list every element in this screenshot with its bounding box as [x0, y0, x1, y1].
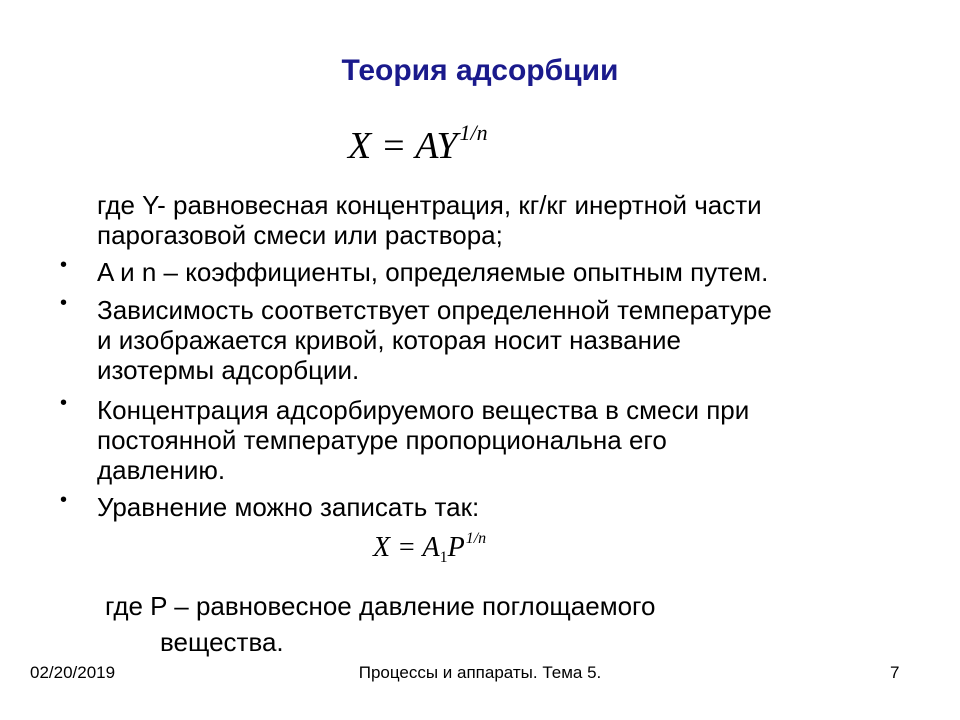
footer-title: Процессы и аппараты. Тема 5.	[358, 663, 602, 682]
slide-title: Теория адсорбции	[341, 54, 619, 87]
formula-var: P	[447, 532, 465, 563]
formula-exponent: 1/n	[459, 120, 488, 145]
intro-line-1: где Y- равновесная концентрация, кг/кг инертной части	[97, 190, 762, 220]
formula-coef: A	[422, 532, 440, 563]
bullet-3-line-1: Концентрация адсорбируемого вещества в смеси при	[97, 395, 750, 425]
bullet-4-line-1: Уравнение можно записать так:	[97, 492, 480, 522]
outro-line-2: вещества.	[160, 627, 284, 657]
formula-pressure-isotherm	[373, 532, 486, 564]
bullet-marker: •	[60, 292, 68, 314]
bullet-marker: •	[60, 254, 68, 276]
outro-line-1: где P – равновесное давление поглощаемого	[105, 591, 656, 621]
bullet-2-line-1: Зависимость соответствует определенной температуре	[97, 295, 772, 325]
formula-exponent: 1/n	[465, 530, 487, 547]
bullet-marker: •	[60, 489, 68, 511]
intro-line-2: парогазовой смеси или раствора;	[97, 220, 503, 250]
bullet-marker: •	[60, 392, 68, 414]
footer-date: 02/20/2019	[30, 663, 116, 682]
bullet-2-line-3: изотермы адсорбции.	[97, 355, 360, 385]
formula-var: Y	[436, 125, 458, 167]
formula-equals: =	[397, 532, 417, 563]
formula-subscript: 1	[439, 549, 448, 566]
formula-lhs: X	[348, 125, 372, 167]
page-number: 7	[890, 663, 900, 682]
formula-adsorption-isotherm	[348, 120, 488, 168]
formula-coef: A	[415, 125, 437, 167]
bullet-1-line-1: A и n – коэффициенты, определяемые опытным путем.	[97, 257, 769, 287]
bullet-2-line-2: и изображается кривой, которая носит название	[97, 325, 681, 355]
bullet-3-line-2: постоянной температуре пропорциональна его	[97, 425, 667, 455]
bullet-3-line-3: давлению.	[97, 455, 226, 485]
formula-lhs: X	[373, 532, 391, 563]
formula-equals: =	[380, 125, 407, 167]
